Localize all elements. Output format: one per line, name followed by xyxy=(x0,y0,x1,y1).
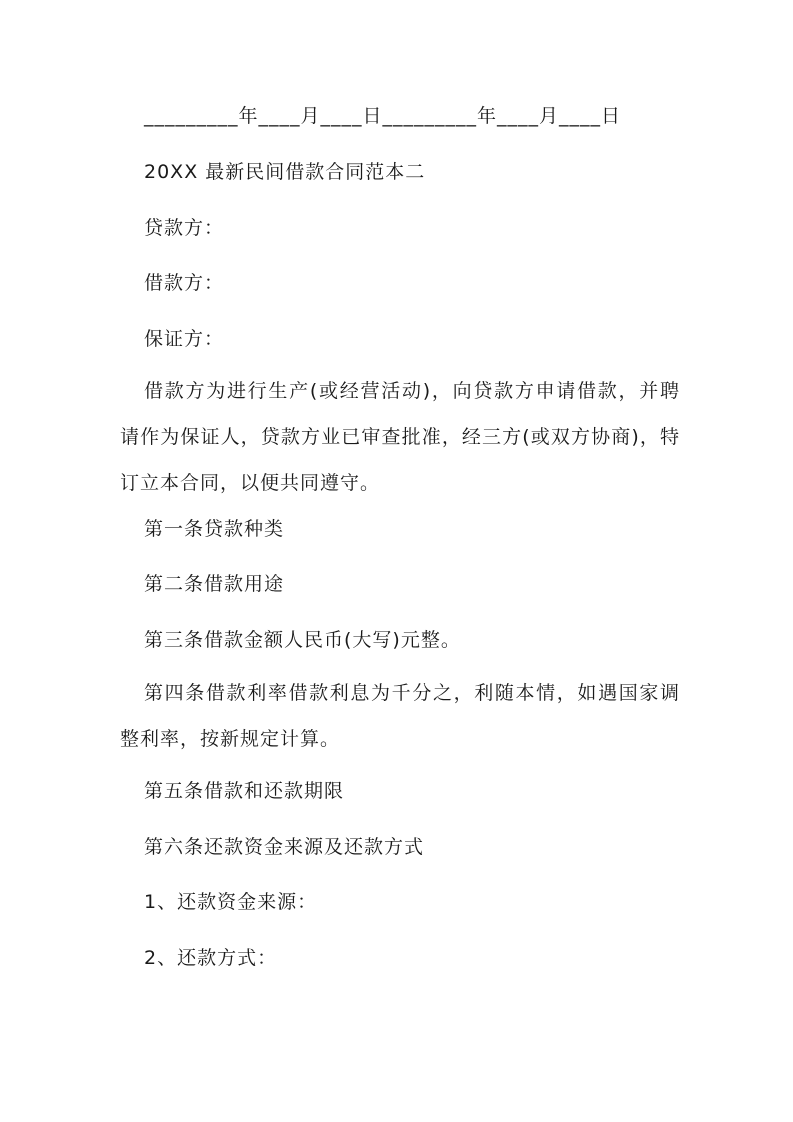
article-4: 第四条借款利率借款利息为千分之，利随本情，如遇国家调整利率，按新规定计算。 xyxy=(120,682,680,750)
article-5: 第五条借款和还款期限 xyxy=(144,780,345,802)
lender-label: 贷款方： xyxy=(144,217,225,239)
item-2: 2、还款方式： xyxy=(144,947,278,969)
date-line: _________年____月____日_________年____月____日 xyxy=(144,105,622,127)
article-6: 第六条还款资金来源及还款方式 xyxy=(144,836,425,858)
item-1: 1、还款资金来源： xyxy=(144,891,318,913)
document-title: 20XX 最新民间借款合同范本二 xyxy=(144,161,426,183)
guarantor-label: 保证方： xyxy=(144,328,225,350)
borrower-label: 借款方： xyxy=(144,272,225,294)
article-1: 第一条贷款种类 xyxy=(144,518,285,540)
intro-paragraph: 借款方为进行生产(或经营活动)，向贷款方申请借款，并聘请作为保证人，贷款方业已审查批准，经三方(或双方协商)，特订立本合同，以便共同遵守。 xyxy=(120,380,680,494)
article-3: 第三条借款金额人民币(大写)元整。 xyxy=(144,629,461,651)
article-2: 第二条借款用途 xyxy=(144,573,285,595)
